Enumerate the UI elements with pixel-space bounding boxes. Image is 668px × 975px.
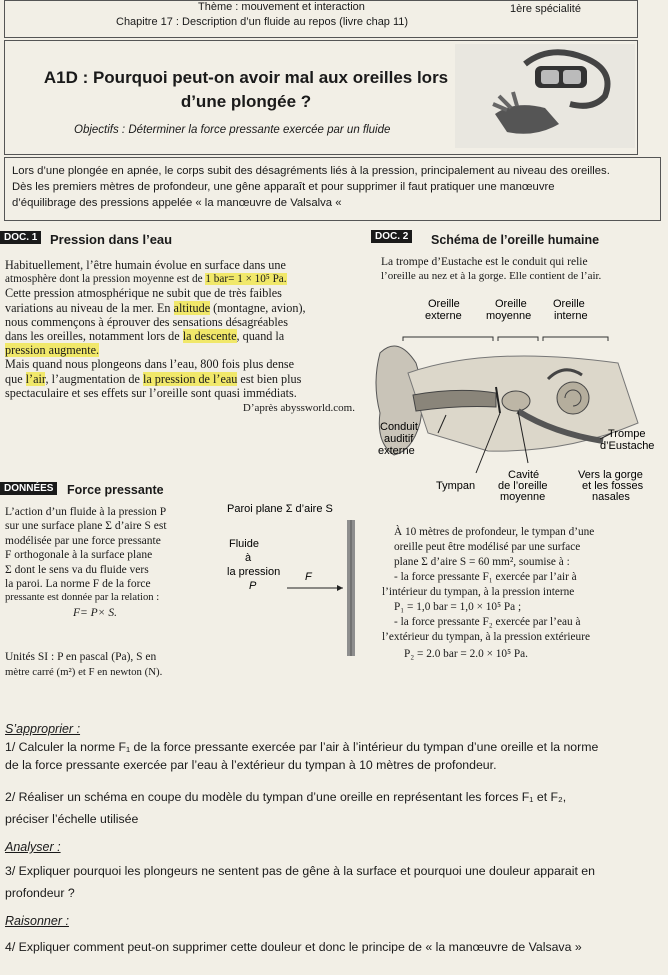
doc1-source: D’après abyssworld.com. <box>242 402 355 415</box>
doc1-body <box>5 258 355 415</box>
donnees-line1: L’action d’un fluide à la pression P <box>5 506 167 518</box>
section-raisonner: Raisonner : <box>5 914 69 928</box>
doc1-line9a: que <box>5 371 23 386</box>
label-conduit-2: auditif <box>384 433 414 445</box>
label-cavite-2: de l’oreille <box>498 480 548 492</box>
chapter-text: Chapitre 17 : Description d’un fluide au repos (livre chap 11) <box>116 16 409 28</box>
tympan-line5: l’intérieur du tympan, à la pression interne <box>382 586 575 598</box>
label-int-2: interne <box>554 310 588 322</box>
donnees-units2: mètre carré (m²) et F en newton (N). <box>5 666 163 678</box>
tympan-line9: P₂ = 2.0 bar = 2.0 × 10⁵ Pa. <box>404 648 528 660</box>
fluid-label-3: la pression <box>227 566 281 578</box>
fluid-label-1: Fluide <box>229 538 259 550</box>
tympan-line3: plane Σ d’aire S = 60 mm², soumise à : <box>394 556 570 568</box>
question-3b: profondeur ? <box>5 886 75 900</box>
donnees-line4: F orthogonale à la surface plane <box>5 549 153 562</box>
section-sapproprier: S’approprier : <box>5 722 81 736</box>
intro-line3: d’équilibrage des pressions appelée « la manœuvre de Valsalva « <box>12 197 342 209</box>
doc1-line10: spectaculaire et ses effets sur l’oreille sont quasi immédiats. <box>5 385 297 400</box>
doc1-pression-eau: la pression de l’eau <box>142 371 238 386</box>
question-4: 4/ Expliquer comment peut-on supprimer cette douleur et donc le principe de « la manœuvre de Valsava » <box>5 940 582 954</box>
doc1-line2 <box>5 272 355 286</box>
theme-text: Thème : mouvement et interaction <box>198 1 365 13</box>
doc1-pression-augmente: pression augmente. <box>5 343 100 358</box>
label-trompe-2: d’Eustache <box>600 440 655 452</box>
activity-title-line2: d’une plongée ? <box>180 92 312 111</box>
doc1-line3: Cette pression atmosphérique ne subit que de très faibles <box>5 286 282 301</box>
doc1-line7 <box>5 343 355 357</box>
level-text: 1ère spécialité <box>510 3 581 15</box>
label-gorge-1: Vers la gorge <box>578 469 643 481</box>
label-trompe-1: Trompe <box>608 428 646 440</box>
fluid-label-2: à <box>245 552 252 564</box>
question-1b: de la force pressante exercée par l’eau à l’extérieur du tympan à 10 mètres de profondeur. <box>5 758 497 772</box>
tympan-line1: À 10 mètres de profondeur, le tympan d’une <box>394 526 595 538</box>
donnees-units <box>5 650 162 680</box>
label-cavite-3: moyenne <box>500 491 546 503</box>
donnees-line3: modélisée par une force pressante <box>5 534 161 547</box>
label-gorge-3: nasales <box>592 491 630 503</box>
question-2b: préciser l’échelle utilisée <box>5 812 139 826</box>
doc1-line4a: variations au niveau de la mer. En <box>5 300 171 315</box>
donnees-title: Force pressante <box>67 483 164 497</box>
label-tympan: Tympan <box>436 480 476 492</box>
intro-text <box>12 163 657 211</box>
doc1-descente: la descente <box>182 329 237 344</box>
label-conduit-1: Conduit <box>380 421 418 433</box>
tympan-line6: P₁ = 1,0 bar = 1,0 × 10⁵ Pa ; <box>394 601 522 613</box>
label-ext-1: Oreille <box>428 298 460 310</box>
tympan-line7: - la force pressante F₂ exercée par l’eau à <box>394 616 581 628</box>
doc1-line5: nous commençons à éprouver des sensations désagréables <box>5 314 288 329</box>
question-2a: 2/ Réaliser un schéma en coupe du modèle du tympan d’une oreille en représentant les forces F₁ et F₂, <box>5 790 567 804</box>
question-3a: 3/ Expliquer pourquoi les plongeurs ne sentent pas de gêne à la surface et pourquoi une douleur apparait en <box>5 864 595 878</box>
donnees-badge: DONNÉES <box>0 482 57 495</box>
section-analyser: Analyser : <box>5 840 61 854</box>
label-cavite-1: Cavité <box>508 469 540 481</box>
doc2-intro <box>381 255 601 283</box>
doc1-line8: Mais quand nous plongeons dans l’eau, 800 fois plus dense <box>5 357 295 372</box>
label-int-1: Oreille <box>553 298 585 310</box>
activity-title-line1: A1D : Pourquoi peut-on avoir mal aux oreilles lors <box>43 68 449 87</box>
doc1-line6 <box>5 329 355 343</box>
donnees-line5: Σ dont le sens va du fluide vers <box>5 563 149 576</box>
doc1-air: l’air <box>25 371 46 386</box>
diver-photo <box>455 44 635 148</box>
label-conduit-3: externe <box>378 445 415 457</box>
donnees-units1: Unités SI : P en pascal (Pa), S en <box>5 651 157 663</box>
doc1-line4 <box>5 301 355 315</box>
doc1-pressure-value: 1 bar= 1 × 10⁵ Pa. <box>205 273 287 286</box>
wall-label: Paroi plane Σ d’aire S <box>227 503 333 515</box>
ear-diagram <box>368 283 658 515</box>
label-ext-2: externe <box>425 310 462 322</box>
questions <box>5 720 663 956</box>
doc2-badge: DOC. 2 <box>371 230 412 243</box>
doc1-line9 <box>5 372 355 386</box>
doc1-line6a: dans les oreilles, notamment lors de <box>5 329 180 344</box>
tympan-data <box>382 525 664 662</box>
doc1-badge: DOC. 1 <box>0 231 41 244</box>
doc1-altitude: altitude <box>173 300 211 315</box>
intro-line1: Lors d’une plongée en apnée, le corps subit des désagréments liés à la pression, principalement au niveau des oreilles. <box>12 165 610 177</box>
donnees-line2: sur une surface plane Σ d’aire S est <box>5 520 167 533</box>
question-1a: 1/ Calculer la norme F₁ de la force pressante exercée par l’air à l’intérieur du tympan d’une oreille et la norme <box>5 740 599 754</box>
donnees-formula: F= P× S. <box>73 606 117 619</box>
tympan-line4: - la force pressante F₁ exercée par l’air à <box>394 571 577 583</box>
fluid-label-4: P <box>249 580 257 592</box>
doc1-line9e: est bien plus <box>240 371 302 386</box>
doc1-line2a: atmosphère dont la pression moyenne est de <box>5 273 203 286</box>
doc1-line9c: , l’augmentation de <box>45 371 140 386</box>
activity-title <box>36 66 456 114</box>
doc1-line6c: , quand la <box>236 329 285 344</box>
label-mid-2: moyenne <box>486 310 532 322</box>
label-mid-1: Oreille <box>495 298 527 310</box>
force-arrowhead <box>337 585 343 591</box>
doc2-line1: La trompe d’Eustache est le conduit qui relie <box>381 256 588 268</box>
label-gorge-2: et les fosses <box>582 480 644 492</box>
doc2-title: Schéma de l’oreille humaine <box>431 233 600 247</box>
doc1-line4c: (montagne, avion), <box>213 300 306 315</box>
tympan-line8: l’extérieur du tympan, à la pression extérieure <box>382 631 590 643</box>
donnees-body <box>5 505 227 620</box>
intro-line2: Dès les premiers mètres de profondeur, une gêne apparaît et pour supprimer il faut pratiquer une manœuvre <box>12 181 555 193</box>
doc1-line1: Habituellement, l’être humain évolue en surface dans une <box>5 258 286 272</box>
doc2-line2: l’oreille au nez et à la gorge. Elle contient de l’air. <box>381 270 602 282</box>
force-label: F <box>305 571 312 583</box>
donnees-line7: pressante est donnée par la relation : <box>5 592 160 604</box>
doc1-title: Pression dans l’eau <box>50 232 173 247</box>
objective-text: Objectifs : Déterminer la force pressante exercée par un fluide <box>74 124 391 136</box>
tympan-line2: oreille peut être modélisé par une surface <box>394 541 581 553</box>
force-diagram <box>225 500 375 660</box>
donnees-line6: la paroi. La norme F de la force <box>5 578 151 591</box>
